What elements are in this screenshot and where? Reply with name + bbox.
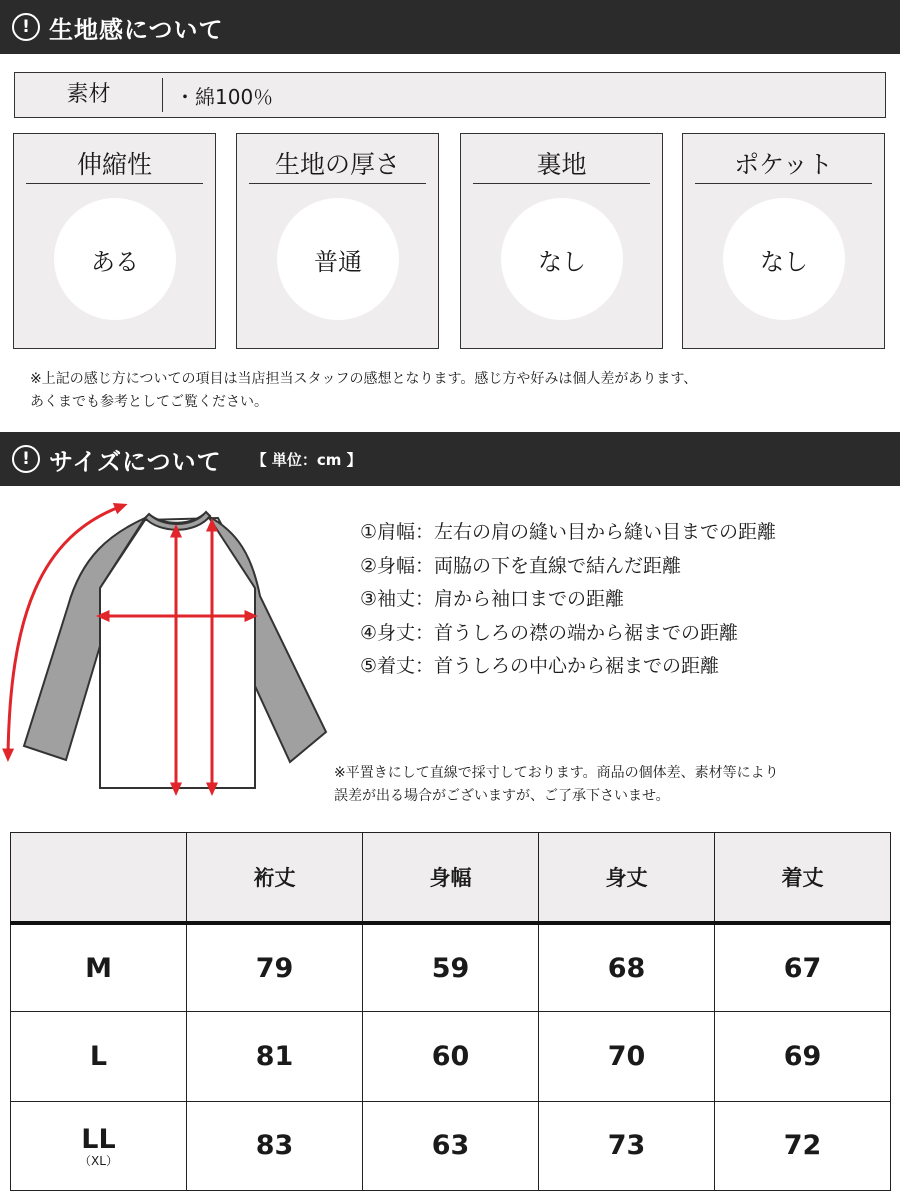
table-row (11, 1012, 891, 1101)
size-value: 72 (715, 1101, 891, 1190)
exclamation-circle-icon: ! (12, 445, 40, 473)
header-cell-total-length: 着丈 (715, 833, 891, 923)
size-value: 81 (187, 1012, 363, 1101)
size-value: 60 (363, 1012, 539, 1101)
header-cell-body-length: 身丈 (539, 833, 715, 923)
measurement-point: ④身丈：首うしろの襟の端から裾までの距離 (360, 621, 739, 644)
material-row (14, 72, 886, 118)
size-table-header (11, 833, 891, 923)
fabric-section-title: 生地感について (49, 15, 224, 44)
feature-value: ある (54, 198, 176, 320)
size-section-header (0, 432, 900, 486)
feature-card-pocket (682, 133, 885, 349)
header-cell-body-width: 身幅 (363, 833, 539, 923)
size-value: 70 (539, 1012, 715, 1101)
feature-value: なし (501, 198, 623, 320)
feature-title: 伸縮性 (26, 146, 203, 184)
size-sub-label: （XL） (79, 1154, 118, 1169)
material-value: ・綿100％ (175, 84, 274, 109)
measurement-point: ①肩幅：左右の肩の縫い目から縫い目までの距離 (360, 521, 777, 543)
feature-card-lining (460, 133, 663, 349)
size-label-cell (11, 1101, 187, 1190)
size-value: 69 (715, 1012, 891, 1101)
size-note (334, 762, 779, 808)
fabric-note-line: あくまでも参考としてご覧ください。 (30, 394, 268, 410)
size-value: 79 (187, 923, 363, 1012)
size-label: LL (81, 1124, 116, 1156)
measurement-point: ②身幅：両脇の下を直線で結んだ距離 (360, 554, 682, 577)
size-value: 63 (363, 1101, 539, 1190)
fabric-note (30, 368, 697, 414)
measurement-point: ③袖丈：肩から袖口までの距離 (360, 588, 625, 610)
feature-title: ポケット (695, 146, 872, 184)
feature-value: 普通 (277, 198, 399, 320)
fabric-note-line: ※上記の感じ方についての項目は当店担当スタッフの感想となります。感じ方や好みは個人差があります、 (30, 371, 698, 387)
feature-card-stretch (13, 133, 216, 349)
feature-title: 裏地 (473, 146, 650, 184)
material-label: 素材 (15, 78, 163, 112)
size-table (10, 832, 891, 1191)
size-label: M (11, 923, 187, 1012)
exclamation-circle-icon: ! (12, 13, 40, 41)
table-row (11, 923, 891, 1012)
header-cell-sleeve-length: 裄丈 (187, 833, 363, 923)
fabric-section-header (0, 0, 900, 54)
size-unit-label: 【 単位：cm 】 (251, 450, 362, 469)
size-value: 68 (539, 923, 715, 1012)
size-note-line: ※平置きにして直線で採寸しております。商品の個体差、素材等により (334, 765, 779, 781)
measurement-point: ⑤着丈：首うしろの中心から裾までの距離 (360, 655, 720, 677)
size-section-title: サイズについて (49, 447, 222, 476)
raglan-shirt-icon (0, 496, 340, 806)
header-cell-empty (11, 833, 187, 923)
measurement-points (360, 516, 776, 684)
size-value: 73 (539, 1101, 715, 1190)
size-label: L (11, 1012, 187, 1101)
feature-card-thickness (236, 133, 439, 349)
size-note-line: 誤差が出る場合がございますが、ご了承下さいませ。 (334, 788, 670, 804)
table-row (11, 1101, 891, 1190)
size-value: 67 (715, 923, 891, 1012)
feature-title: 生地の厚さ (249, 146, 426, 184)
size-value: 83 (187, 1101, 363, 1190)
size-value: 59 (363, 923, 539, 1012)
feature-value: なし (723, 198, 845, 320)
